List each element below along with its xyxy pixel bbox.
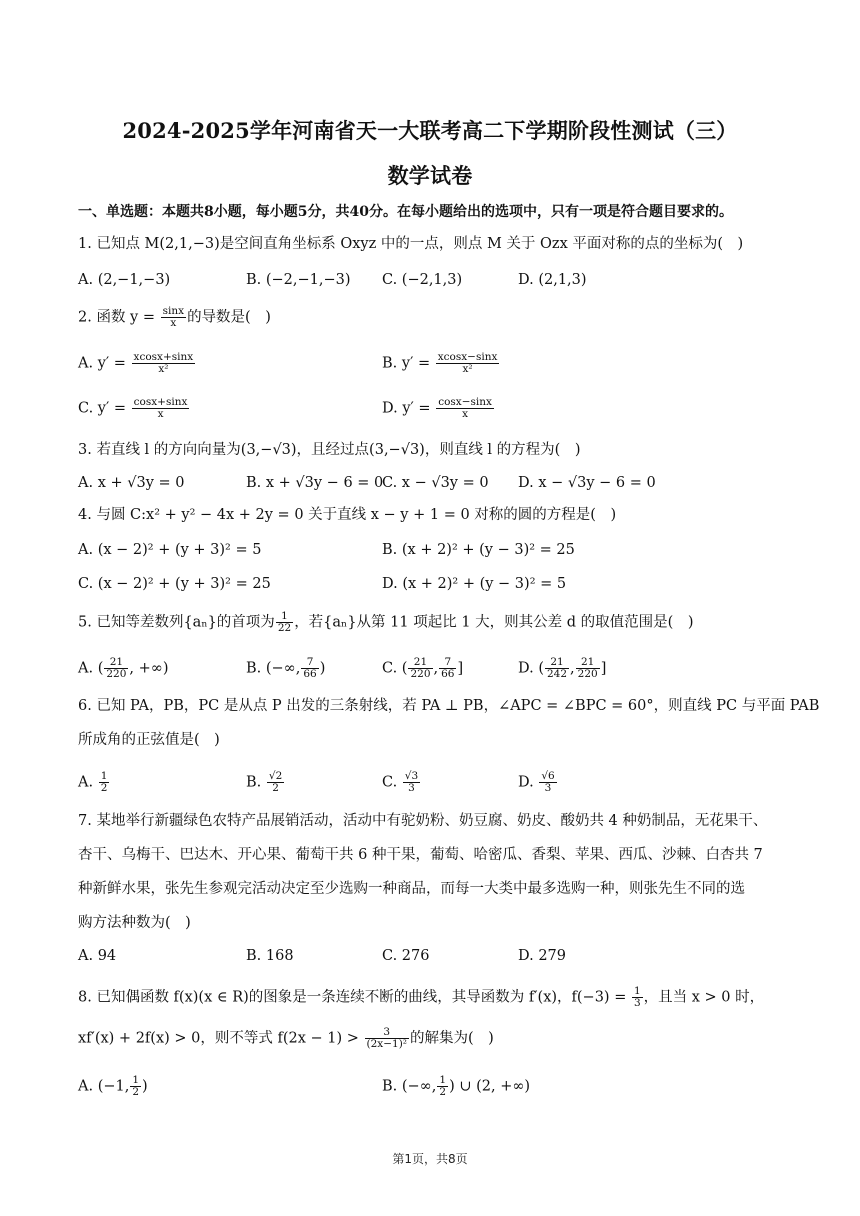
option-fraction: [408, 657, 432, 680]
fraction-numerator: 21: [545, 657, 569, 669]
question-7-option-c: C. 276: [382, 948, 430, 964]
option-fraction: [267, 771, 284, 794]
question-4-option-c: C. (x − 2)² + (y + 3)² = 25: [78, 576, 271, 592]
question-2-option-c: [78, 397, 190, 420]
question-5-fraction: [276, 611, 293, 634]
fraction-denominator: 66: [441, 668, 455, 680]
fraction-denominator: 3: [544, 782, 552, 794]
option-end: ) ∪ (2, +∞): [449, 1078, 531, 1095]
fraction-denominator: 220: [577, 668, 598, 680]
page-subtitle: 数学试卷: [387, 163, 473, 188]
question-2-fraction: [161, 306, 186, 329]
question-4-option-a: A. (x − 2)² + (y + 3)² = 5: [78, 542, 262, 558]
question-6-option-b: B. $\frac{√2}{2}$: [246, 770, 283, 794]
fraction-numerator: √3: [404, 770, 419, 782]
question-6-option-c: C. $\frac{√3}{3}$: [382, 770, 419, 794]
option-label: A. y′ =: [78, 355, 131, 372]
question-1-option-d: D. (2,1,3): [518, 272, 587, 288]
question-7-stem-line-1: 7. 某地举行新疆绿色农特产品展销活动，活动中有驼奶粉、奶豆腐、奶皮、酸奶共 4 种奶制品，无花果干、: [78, 813, 768, 829]
option-fraction: [436, 352, 500, 375]
option-fraction: [130, 1075, 141, 1098]
question-7-option-d: D. 279: [518, 948, 567, 964]
question-8-fraction: [632, 986, 643, 1009]
fraction-numerator: 1: [439, 1074, 447, 1086]
question-3-stem: 3. 若直线 l 的方向向量为(3,−√3)，且经过点(3,−√3)，则直线 l 的方程为( ): [78, 442, 581, 458]
option-end: ]: [457, 660, 464, 677]
fraction-denominator: 2: [439, 1086, 447, 1098]
option-fraction: [104, 657, 128, 680]
question-6-stem-line-1: 6. 已知 PA，PB，PC 是从点 P 出发的三条射线，若 PA ⊥ PB，∠APC = ∠BPC = 60°，则直线 PC 与平面 PAB: [78, 698, 820, 714]
fraction-denominator: (2x−1)²: [366, 1038, 408, 1050]
fraction-denominator: 2: [132, 1086, 140, 1098]
fraction-numerator: 7: [439, 657, 456, 669]
fraction-denominator: x²: [158, 363, 169, 375]
option-end: ): [142, 1078, 148, 1095]
section-heading: 一、单选题：本题共8小题，每小题5分，共40分。在每小题给出的选项中，只有一项是符合题目要求的。: [78, 204, 733, 220]
option-label: B. (−∞,: [246, 660, 301, 677]
page-footer: 第1页，共8页: [392, 1152, 468, 1166]
fraction-denominator: 66: [303, 668, 317, 680]
fraction-numerator: 21: [408, 657, 432, 669]
question-5-option-c: C. ( $\frac{21}{220}$ , $\frac{7}{66}$ ]: [382, 656, 464, 680]
question-8-fraction: [365, 1027, 409, 1050]
fraction-denominator: 2: [100, 782, 108, 794]
question-2-stem-text: 2. 函数 y =: [78, 309, 160, 326]
question-5-stem: [78, 611, 693, 634]
question-8-text: 8. 已知偶函数 f(x)(x ∈ R)的图象是一条连续不断的曲线，其导函数为 f′(x)，f(−3) =: [78, 989, 631, 1006]
option-fraction: [301, 657, 318, 680]
option-fraction: [539, 771, 556, 794]
question-8-text: xf′(x) + 2f(x) > 0，则不等式 f(2x − 1) >: [78, 1030, 364, 1047]
fraction-denominator: 220: [410, 668, 431, 680]
fraction-numerator: sinx: [162, 305, 185, 317]
question-3-option-d: D. x − √3y − 6 = 0: [518, 475, 656, 491]
fraction-denominator: 22: [277, 622, 292, 634]
option-end: ): [319, 660, 326, 677]
question-2-option-d: [382, 397, 495, 420]
option-label: B. (−∞,: [382, 1078, 437, 1095]
question-5-option-b: [246, 657, 325, 680]
question-1-option-a: A. (2,−1,−3): [78, 272, 171, 288]
fraction-denominator: 3: [633, 997, 641, 1009]
option-end: ]: [600, 660, 607, 677]
fraction-numerator: 1: [100, 770, 108, 782]
question-2-stem-end: 的导数是( ): [187, 309, 271, 326]
question-6-option-d: D. $\frac{√6}{3}$: [518, 770, 555, 794]
option-fraction: [403, 771, 420, 794]
question-8-option-a: [78, 1075, 148, 1098]
question-7-option-a: A. 94: [78, 948, 117, 964]
fraction-numerator: xcosx+sinx: [133, 351, 194, 363]
question-3-option-b: B. x + √3y − 6 = 0: [246, 475, 384, 491]
option-label: D. (: [518, 660, 544, 677]
question-2-option-b: [382, 352, 500, 375]
question-1-option-c: C. (−2,1,3): [382, 272, 463, 288]
fraction-denominator: 242: [546, 668, 568, 680]
fraction-denominator: x: [157, 408, 164, 420]
option-fraction: [436, 397, 494, 420]
fraction-numerator: 21: [576, 657, 600, 669]
question-6-stem-line-2: 所成角的正弦值是( ): [78, 732, 220, 748]
question-8-stem-line-1: [78, 986, 764, 1009]
option-fraction: [132, 397, 190, 420]
option-fraction: [437, 1075, 448, 1098]
question-6-option-a: A. $\frac{1}{2}$: [78, 770, 108, 794]
fraction-numerator: cosx+sinx: [133, 396, 188, 408]
question-7-stem-line-4: 购方法种数为( ): [78, 915, 191, 931]
question-8-text-end: ，且当 x > 0 时，: [643, 989, 765, 1006]
question-7-stem-line-3: 种新鲜水果，张先生参观完活动决定至少选购一种商品，而每一大类中最多选购一种，则张先生不同的选: [78, 881, 745, 897]
fraction-numerator: 21: [104, 657, 128, 669]
question-4-option-d: D. (x + 2)² + (y − 3)² = 5: [382, 576, 567, 592]
fraction-numerator: 1: [633, 985, 641, 997]
question-2-stem: [78, 306, 271, 329]
fraction-denominator: x: [170, 317, 177, 329]
question-3-option-c: C. x − √3y = 0: [382, 475, 489, 491]
option-label: C. y′ =: [78, 400, 131, 417]
question-5-option-d: D. ( $\frac{21}{242}$ , $\frac{21}{220}$ ]: [518, 656, 607, 680]
question-1-option-b: B. (−2,−1,−3): [246, 272, 351, 288]
question-1-stem: 1. 已知点 M(2,1,−3)是空间直角坐标系 Oxyz 中的一点，则点 M 关于 Ozx 平面对称的点的坐标为( ): [78, 236, 744, 252]
option-fraction: [576, 657, 600, 680]
page-title: 2024-2025学年河南省天一大联考高二下学期阶段性测试（三）: [122, 118, 738, 143]
question-8-stem-line-2: [78, 1027, 494, 1050]
option-fraction: [545, 657, 569, 680]
question-5-stem-text: 5. 已知等差数列{aₙ}的首项为: [78, 614, 275, 631]
option-fraction: [99, 771, 110, 794]
option-label: A. (: [78, 660, 104, 677]
question-7-stem-line-2: 杏干、乌梅干、巴达木、开心果、葡萄干共 6 种干果，葡萄、哈密瓜、香梨、苹果、西瓜、沙棘、白杏共 7: [78, 847, 763, 863]
option-fraction: [439, 657, 456, 680]
question-3-option-a: A. x + √3y = 0: [78, 475, 185, 491]
fraction-numerator: cosx−sinx: [438, 396, 492, 408]
fraction-numerator: √2: [268, 770, 283, 782]
fraction-numerator: 1: [276, 611, 293, 623]
fraction-denominator: x²: [462, 363, 473, 375]
question-4-option-b: B. (x + 2)² + (y − 3)² = 25: [382, 542, 575, 558]
option-end: , +∞): [129, 660, 169, 677]
option-label: B. y′ =: [382, 355, 435, 372]
question-4-stem: 4. 与圆 C:x² + y² − 4x + 2y = 0 关于直线 x − y + 1 = 0 对称的圆的方程是( ): [78, 507, 617, 523]
option-label: D. y′ =: [382, 400, 436, 417]
question-8-text-end: 的解集为( ): [410, 1030, 494, 1047]
question-5-stem-end: ，若{aₙ}从第 11 项起比 1 大，则其公差 d 的取值范围是( ): [294, 614, 694, 631]
option-label: A. (−1,: [78, 1078, 130, 1095]
fraction-numerator: 1: [132, 1074, 140, 1086]
fraction-numerator: 3: [365, 1027, 409, 1039]
question-5-option-a: [78, 657, 169, 680]
fraction-denominator: 220: [106, 668, 127, 680]
fraction-denominator: x: [462, 408, 469, 420]
fraction-numerator: 7: [301, 657, 318, 669]
fraction-numerator: xcosx−sinx: [437, 351, 498, 363]
question-8-option-b: [382, 1075, 530, 1098]
option-fraction: [132, 352, 196, 375]
question-7-option-b: B. 168: [246, 948, 294, 964]
fraction-denominator: 2: [272, 782, 279, 794]
fraction-numerator: √6: [541, 770, 555, 782]
fraction-denominator: 3: [408, 782, 415, 794]
question-2-option-a: [78, 352, 196, 375]
option-label: C. (: [382, 660, 408, 677]
